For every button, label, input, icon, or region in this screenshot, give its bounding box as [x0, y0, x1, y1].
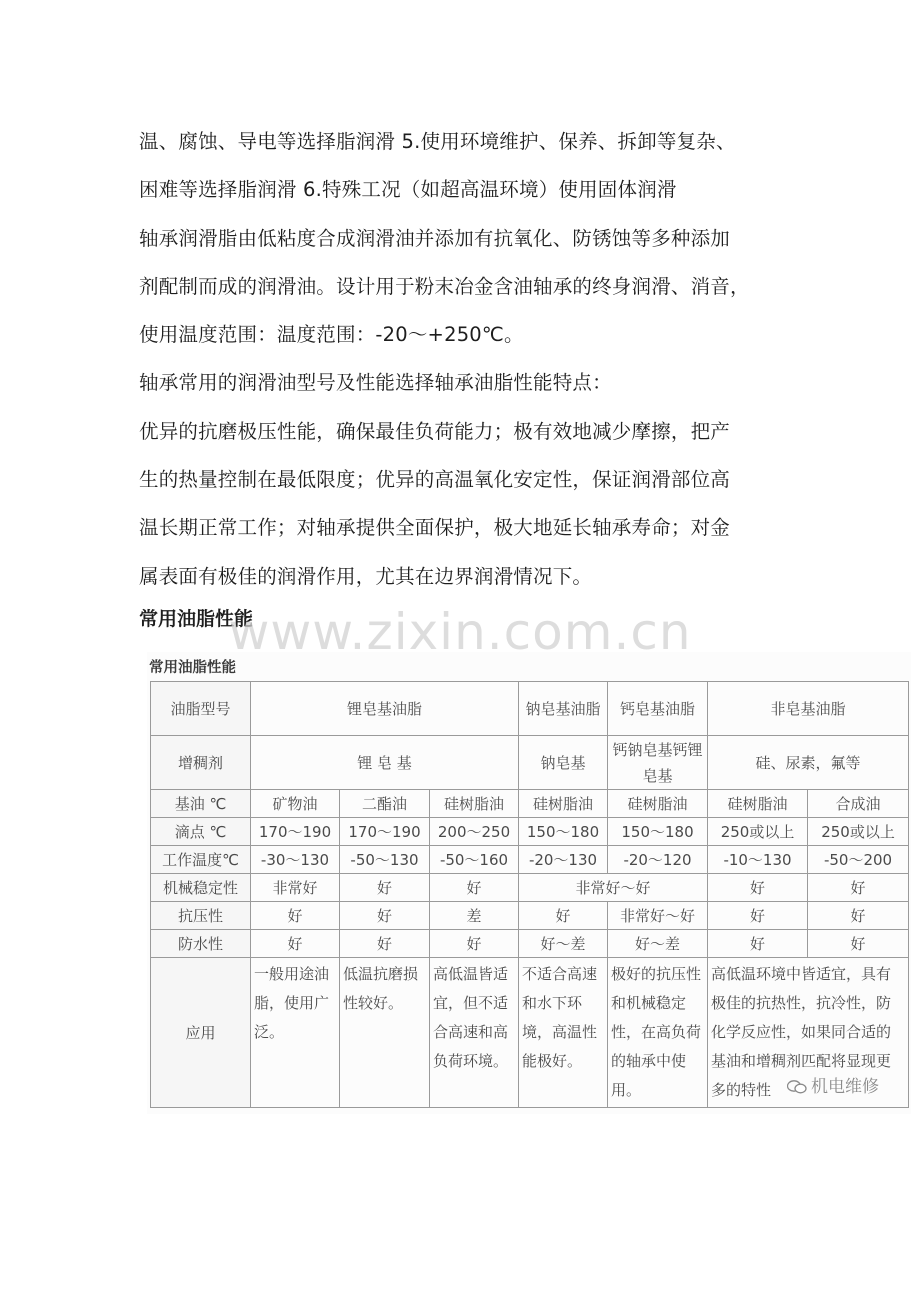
- corner-watermark: [787, 1072, 879, 1097]
- row-label: 滴点 ℃: [151, 818, 251, 846]
- row-label: 机械稳定性: [151, 874, 251, 902]
- table-cell: 好: [340, 874, 430, 902]
- site-watermark: www.zixin.com.cn: [228, 603, 692, 661]
- paragraph-line: 属表面有极佳的润滑作用，尤其在边界润滑情况下。: [139, 564, 593, 588]
- table-cell: 好～差: [519, 930, 608, 958]
- table-cell: -20～120: [608, 846, 708, 874]
- table-cell: 锂 皂 基: [251, 736, 519, 790]
- table-cell: 150～180: [519, 818, 608, 846]
- table-cell: 好: [251, 902, 340, 930]
- paragraph-line: 温长期正常工作；对轴承提供全面保护，极大地延长轴承寿命；对金: [139, 516, 731, 540]
- table-cell: 锂皂基油脂: [251, 682, 519, 736]
- table-cell: 250或以上: [808, 818, 909, 846]
- table-cell: 好～差: [608, 930, 708, 958]
- table-row: [151, 736, 909, 790]
- table-cell: -50～200: [808, 846, 909, 874]
- table-cell: 非常好～好: [519, 874, 708, 902]
- table-cell: 好: [708, 930, 808, 958]
- row-label: 防水性: [151, 930, 251, 958]
- paragraph-line: 生的热量控制在最低限度；优异的高温氧化安定性，保证润滑部位高: [139, 468, 731, 492]
- table-cell: 好: [808, 930, 909, 958]
- row-label: 抗压性: [151, 902, 251, 930]
- table-cell: 不适合高速和水下环境，高温性能极好。: [519, 958, 608, 1108]
- table-cell: 非常好: [251, 874, 340, 902]
- table-cell: 非皂基油脂: [708, 682, 909, 736]
- table-cell: 好: [340, 930, 430, 958]
- wechat-icon: [787, 1080, 807, 1094]
- table-cell: 好: [808, 874, 909, 902]
- row-label: 基油 ℃: [151, 790, 251, 818]
- paragraph-line: 轴承常用的润滑油型号及性能选择轴承油脂性能特点：: [139, 371, 612, 395]
- table-row: [151, 930, 909, 958]
- table-cell: -10～130: [708, 846, 808, 874]
- table-cell: 合成油: [808, 790, 909, 818]
- table-cell: 低温抗磨损性较好。: [340, 958, 430, 1108]
- table-cell: 好: [519, 902, 608, 930]
- table-cell: 钠皂基油脂: [519, 682, 608, 736]
- table-cell: 250或以上: [708, 818, 808, 846]
- table-cell: 二酯油: [340, 790, 430, 818]
- table-row: [151, 790, 909, 818]
- paragraph-line: 温、腐蚀、导电等选择脂润滑 5.使用环境维护、保养、拆卸等复杂、: [139, 130, 736, 153]
- table-row: [151, 874, 909, 902]
- row-label: 应用: [151, 958, 251, 1108]
- table-cell: -50～160: [430, 846, 519, 874]
- row-label: 油脂型号: [151, 682, 251, 736]
- table-cell: 硅、尿素，氟等: [708, 736, 909, 790]
- table-cell: 高低温皆适宜，但不适合高速和高负荷环境。: [430, 958, 519, 1108]
- table-cell: -30～130: [251, 846, 340, 874]
- grease-performance-table: [150, 681, 909, 1108]
- paragraph-line: 剂配制而成的润滑油。设计用于粉末冶金含油轴承的终身润滑、消音，: [139, 274, 750, 298]
- table-cell: 好: [808, 902, 909, 930]
- table-cell: 一般用途油脂，使用广泛。: [251, 958, 340, 1108]
- table-cell: 非常好～好: [608, 902, 708, 930]
- corner-watermark-text: 机电维修: [811, 1077, 879, 1097]
- table-cell: 200～250: [430, 818, 519, 846]
- table-cell: -20～130: [519, 846, 608, 874]
- table-cell: 硅树脂油: [608, 790, 708, 818]
- paragraph-line: 使用温度范围：温度范围：-20～+250℃。: [139, 323, 524, 347]
- table-cell: 170～190: [340, 818, 430, 846]
- table-cell: 钙钠皂基钙锂皂基: [608, 736, 708, 790]
- table-cell: 硅树脂油: [708, 790, 808, 818]
- row-label: 增稠剂: [151, 736, 251, 790]
- table-cell: 好: [708, 874, 808, 902]
- table-cell: 硅树脂油: [519, 790, 608, 818]
- table-cell: 高低温环境中皆适宜，具有极佳的抗热性，抗冷性，防化学反应性，如果同合适的基油和增稠剂匹配将显现更多的特性: [708, 958, 909, 1108]
- table-cell: 好: [430, 930, 519, 958]
- table-cell: 钠皂基: [519, 736, 608, 790]
- table-row: [151, 818, 909, 846]
- table-cell: 170～190: [251, 818, 340, 846]
- table-row: [151, 846, 909, 874]
- table-row: [151, 902, 909, 930]
- table-cell: -50～130: [340, 846, 430, 874]
- table-cell: 钙皂基油脂: [608, 682, 708, 736]
- paragraph-line: 优异的抗磨极压性能，确保最佳负荷能力；极有效地减少摩擦，把产: [139, 419, 731, 443]
- table-cell: 极好的抗压性和机械稳定性，在高负荷的轴承中使用。: [608, 958, 708, 1108]
- table-cell: 好: [430, 874, 519, 902]
- paragraph-line: 轴承润滑脂由低粘度合成润滑油并添加有抗氧化、防锈蚀等多种添加: [139, 226, 731, 250]
- table-cell: 好: [340, 902, 430, 930]
- grease-table-figure: [147, 652, 911, 1114]
- table-cell: 矿物油: [251, 790, 340, 818]
- section-title: 常用油脂性能: [139, 608, 254, 630]
- body-text: [139, 118, 839, 601]
- table-cell: 好: [708, 902, 808, 930]
- paragraph-line: 困难等选择脂润滑 6.特殊工况（如超高温环境）使用固体润滑: [139, 178, 677, 202]
- table-row: [151, 682, 909, 736]
- table-cell: 差: [430, 902, 519, 930]
- table-cell: 150～180: [608, 818, 708, 846]
- figure-title: 常用油脂性能: [149, 660, 236, 676]
- table-cell: 硅树脂油: [430, 790, 519, 818]
- table-cell: 好: [251, 930, 340, 958]
- row-label: 工作温度℃: [151, 846, 251, 874]
